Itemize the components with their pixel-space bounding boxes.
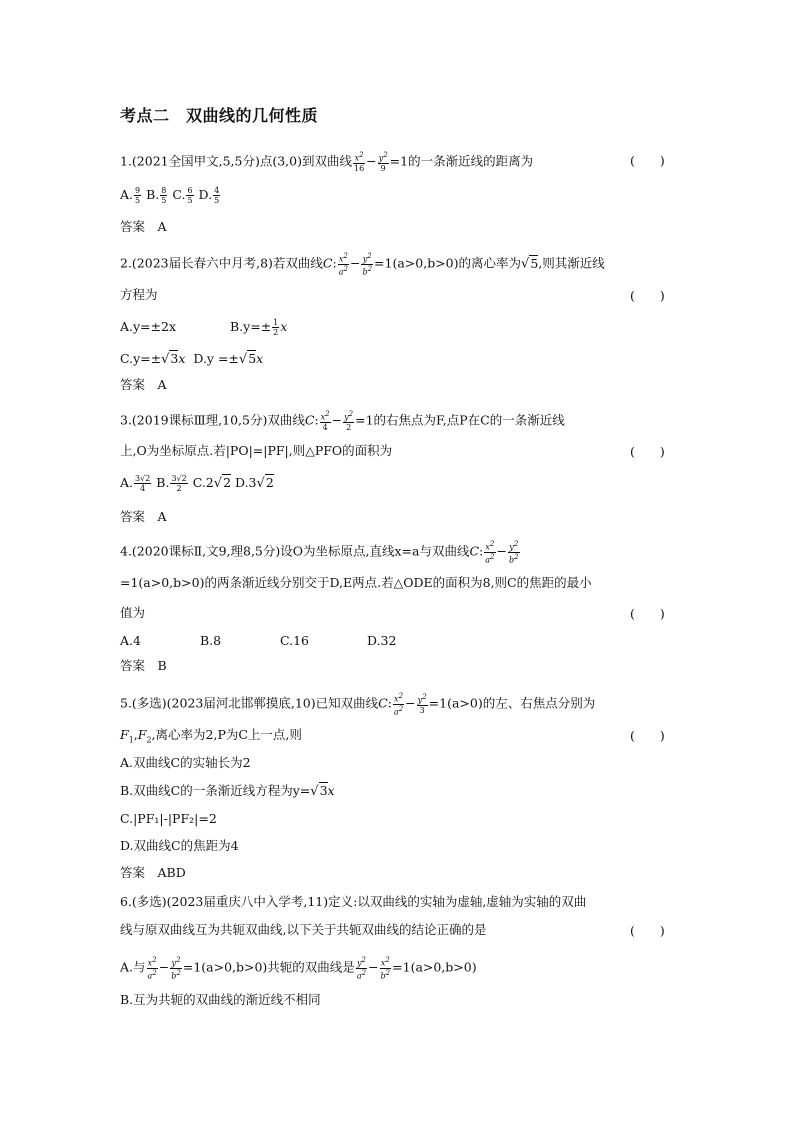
question-2: 2.(2023届长春六中月考,8)若双曲线C: $\frac{x^2}{a^2}$ − $\frac{y^2}{b^2}$ =1(a>0,b>0)的离心率为√5,则其渐近线 (120, 252, 605, 277)
q3-line2: 上,O为坐标原点.若|PO|=|PF|,则△PFO的面积为 (120, 443, 393, 458)
option-c: C.y=±√3x (120, 351, 186, 367)
option-b: B. $\frac{8}{5}$ (146, 186, 167, 205)
question-1: 1.(2021全国甲文,5,5分)点(3,0)到双曲线 $\frac{x^2}{16}$ − $\frac{y^2}{9}$ =1的一条渐近线的距离为 (120, 151, 534, 173)
q3-answer: 答案 A (120, 509, 167, 524)
option-b: B. $\frac{3√2}{2}$ (156, 474, 187, 493)
question-5: 5.(多选)(2023届河北邯郸摸底,10)已知双曲线C: $\frac{x^2}{a^2}$ − $\frac{y^2}{3}$ =1(a>0)的左、右焦点分别为 (120, 692, 596, 717)
answer-blank: ( ) (630, 923, 665, 938)
option-d: D.3√2 (235, 475, 274, 491)
option-d: D.32 (367, 633, 397, 648)
option-a: A.与 $\frac{x^2}{a^2}$ − $\frac{y^2}{b^2}$ =1(a>0,b>0)共轭的双曲线是 $\frac{y^2}{a^2}$ − $\frac{x^2}{b^2}$ =1(a>0,b>0) (120, 956, 477, 981)
answer-blank: ( ) (630, 153, 665, 168)
option-a: A.y=±2x (120, 319, 177, 334)
q3-options (120, 474, 274, 493)
option-c: C.|PF₁|-|PF₂|=2 (120, 811, 217, 826)
question-6: 6.(多选)(2023届重庆八中入学考,11)定义:以双曲线的实轴为虚轴,虚轴为实轴的双曲 (120, 894, 587, 909)
q6-line2: 线与原双曲线互为共轭双曲线,以下关于共轭双曲线的结论正确的是 (120, 922, 487, 937)
option-d: D.双曲线C的焦距为4 (120, 838, 239, 853)
option-b: B.8 (200, 633, 222, 648)
option-c: C.16 (280, 633, 309, 648)
q1-options (120, 186, 221, 205)
fraction: $\frac{x^2}{16}$ (353, 151, 365, 173)
q4-line3: 值为 (120, 605, 146, 620)
option-d: D. $\frac{4}{5}$ (198, 186, 220, 205)
option-c: C.2√2 (192, 475, 232, 491)
question-3: 3.(2019课标Ⅲ理,10,5分)双曲线C: $\frac{x^2}{4}$ − $\frac{y^2}{2}$ =1的右焦点为F,点P在C的一条渐近线 (120, 410, 565, 432)
q2-options-ab (120, 318, 287, 337)
fraction: $\frac{y^2}{9}$ (378, 151, 388, 173)
q2-options-cd (120, 350, 263, 369)
answer-blank: ( ) (630, 606, 665, 621)
option-b: B.双曲线C的一条渐近线方程为y=√3x (120, 783, 335, 799)
answer-blank: ( ) (630, 728, 665, 743)
q2-line2: 方程为 (120, 287, 158, 302)
q2-answer: 答案 A (120, 377, 167, 392)
option-a: A. $\frac{9}{5}$ (120, 186, 141, 205)
q5-answer: 答案 ABD (120, 865, 186, 880)
q1-stem: 1.(2021全国甲文,5,5分)点(3,0)到双曲线 (120, 153, 352, 169)
option-d: D.y =±√5x (193, 351, 264, 367)
option-a: A. $\frac{3√2}{4}$ (120, 474, 151, 493)
option-a: A.4 (120, 633, 141, 648)
option-c: C. $\frac{6}{5}$ (172, 186, 193, 205)
q4-line2: =1(a>0,b>0)的两条渐近线分别交于D,E两点.若△ODE的面积为8,则C的焦距的最小 (120, 575, 592, 590)
q5-line2: $F_1,F_2$,离心率为2,P为C上一点,则 (120, 727, 302, 745)
q4-options (120, 632, 396, 650)
section-title: 考点二 双曲线的几何性质 (120, 106, 319, 125)
q4-answer: 答案 B (120, 658, 167, 673)
q1-answer: 答案 A (120, 219, 167, 234)
answer-blank: ( ) (630, 288, 665, 303)
answer-blank: ( ) (630, 444, 665, 459)
option-b: B.y=± $\frac{1}{2}$ x (230, 318, 288, 337)
option-b: B.互为共轭的双曲线的渐近线不相同 (120, 992, 321, 1007)
option-a: A.双曲线C的实轴长为2 (120, 755, 251, 770)
question-4: 4.(2020课标Ⅱ,文9,理8,5分)设O为坐标原点,直线x=a与双曲线C: $\frac{x^2}{a^2}$ − $\frac{y^2}{b^2}$ (120, 540, 519, 565)
